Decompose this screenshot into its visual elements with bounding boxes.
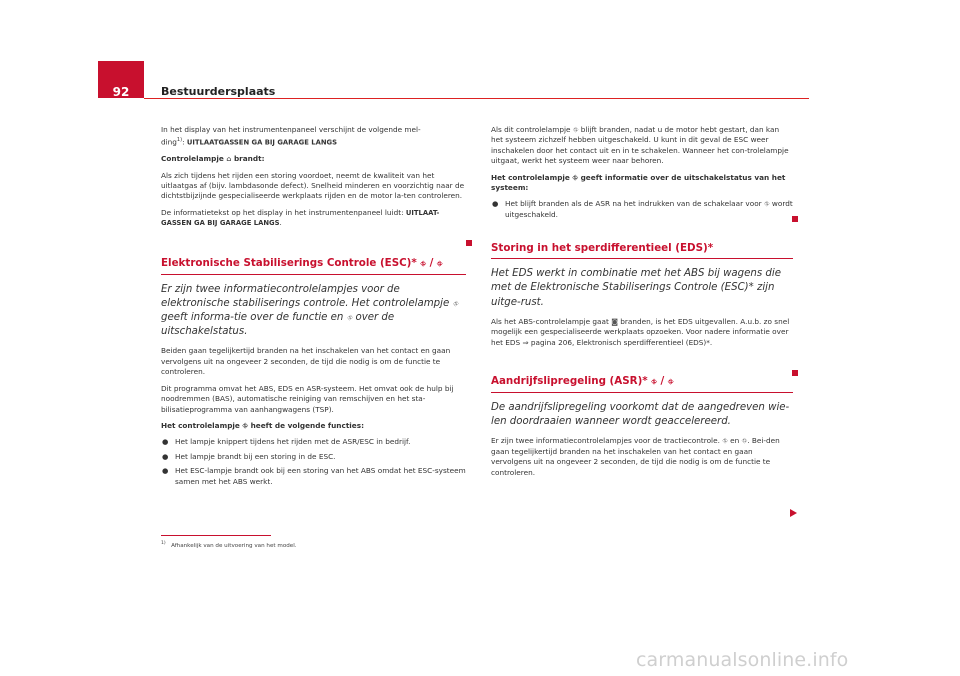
esc-off-lamp-icon: ⛗ <box>436 259 443 268</box>
asr-intro: De aandrijfslipregeling voorkomt dat de aangedreven wie-len doordraaien wanneer wordt geaccelereerd. <box>491 402 790 428</box>
bullet-icon: ● <box>162 466 169 476</box>
heading-asr: Aandrijfslipregeling (ASR)* ⛗ / ⛗ <box>491 375 793 393</box>
list-item: ● Het blijft branden als de ASR na het indrukken van de schakelaar voor ⛗ wordt uitgeschakeld. <box>492 199 793 219</box>
esc-lamp-icon: ⛗ <box>651 378 657 387</box>
abs-lamp-icon: ◙ <box>611 317 618 326</box>
section-title: Bestuurdersplaats <box>161 85 276 98</box>
bullet-icon: ● <box>162 451 169 461</box>
footnote-ref: 1) <box>176 137 183 144</box>
end-mark <box>466 240 472 246</box>
esc-functions-heading: Het controlelampje ⛗ heeft de volgende functies: <box>161 420 365 430</box>
footnote-rule <box>161 535 271 536</box>
list-item: ● Het lampje brandt bij een storing in de ESC. <box>162 451 336 461</box>
esc-lamp-icon: ⛗ <box>452 299 459 308</box>
bullet-icon: ● <box>492 199 499 209</box>
esc-off-heading: Het controlelampje ⛗ geeft informatie over de uitschakelstatus van het systeem: <box>491 172 786 193</box>
esc-paragraph-1: Beiden gaan tegelijkertijd branden na het inschakelen van het contact en gaan vervolgens uit na ongeveer 2 seconden, de tijd die nodig is om de functie te controleren. <box>161 346 451 377</box>
bullet-icon: ● <box>162 437 169 447</box>
paragraph-esc-remains: Als dit controlelampje ⛗ blijft branden, nadat u de motor hebt gestart, dan kan het systeem zichzelf hebben uitgeschakeld. U kunt in dit geval de ESC weer inschakelen door het contact uit en in te schakelen. Wanneer het con-trolelampje uitgaat, werkt het systeem weer naar behoren. <box>491 125 789 166</box>
display-message: UITLAATGASSEN GA BIJ GARAGE LANGS <box>186 138 337 147</box>
esc-off-lamp-icon: ⛗ <box>346 314 353 323</box>
list-item: ● Het ESC-lampje brandt ook bij een storing van het ABS omdat het ESC-systeem samen met het ABS werkt. <box>162 466 466 486</box>
list-item: ● Het lampje knippert tijdens het rijden met de ASR/ESC in bedrijf. <box>162 437 411 447</box>
header-rule <box>144 98 809 99</box>
esc-lamp-icon: ⛗ <box>420 259 426 268</box>
esc-lamp-icon: ⛗ <box>722 437 728 446</box>
eds-intro: Het EDS werkt in combinatie met het ABS bij wagens die met de Elektronische Stabiliserings Controle (ESC)* zijn uitge-rust. <box>491 268 781 308</box>
footnote <box>161 541 297 549</box>
esc-off-lamp-icon: ⛗ <box>572 173 579 182</box>
end-mark <box>792 370 798 376</box>
page-number: 92 <box>112 85 130 99</box>
footnote-mark: 1) <box>161 541 166 546</box>
eds-paragraph: Als het ABS-controlelampje gaat ◙ branden, is het EDS uitgevallen. A.u.b. zo snel mogelijk een gespecialiseerde werkplaats opzoeken. Voor nadere informatie over het EDS ⇒ pagina 206, Elektronisch sperdifferentieel (EDS)*. <box>491 316 790 347</box>
asr-paragraph: Er zijn twee informatiecontrolelampjes voor de tractiecontrole. ⛗ en ⛗. Bei-den gaan tegelijkertijd branden na het inschakelen van het contact en gaan vervolgens uit na ongeveer 2 seconden, de tijd die nodig is om de functie te controleren. <box>491 436 780 477</box>
esc-intro: Er zijn twee informatiecontrolelampjes voor de elektronische stabiliserings controle. Het controlelampje ⛗ geeft informa-tie over de functie en ⛗ over de uitschakelstatus. <box>161 283 459 338</box>
page-number-tab <box>98 61 144 98</box>
esc-off-lamp-icon: ⛗ <box>764 200 770 209</box>
esc-lamp-icon: ⛗ <box>242 421 249 430</box>
heading-esc: Elektronische Stabiliserings Controle (ESC)* ⛗ / ⛗ <box>161 257 466 275</box>
esc-off-lamp-icon: ⛗ <box>667 378 674 387</box>
engine-warning-icon: ⌂ <box>226 155 232 164</box>
engine-lamp-heading: Controlelampje ⌂ brandt: <box>161 154 265 164</box>
end-mark <box>792 216 798 222</box>
paragraph-storing: Als zich tijdens het rijden een storing voordoet, neemt de kwaliteit van het uitlaatgas af (bijv. lambdasonde defect). Snelheid minderen en voorzichtig naar de dichtstbijzijnde gespecialiseerde werkplaats rijden en de motor la-ten controleren. <box>161 170 465 201</box>
esc-paragraph-2: Dit programma omvat het ABS, EDS en ASR-systeem. Het omvat ook de hulp bij noodremmen (BAS), automatische reiniging van remschijven en het sta-bilisatieprogramma van aanhangwagens (TSP). <box>161 383 454 414</box>
paragraph-infotext: De informatietekst op het display in het instrumentenpaneel luidt: UITLAAT-GASSEN GA BIJ GARAGE LANGS. <box>161 207 440 228</box>
footnote-text: Afhankelijk van de uitvoering van het model. <box>171 542 297 549</box>
continue-arrow-icon <box>790 509 797 517</box>
esc-lamp-icon: ⛗ <box>572 126 579 134</box>
heading-eds: Storing in het sperdifferentieel (EDS)* <box>491 242 793 259</box>
watermark: carmanualsonline.info <box>636 649 849 671</box>
paragraph-display-message: In het display van het instrumentenpaneel verschijnt de volgende mel- ding$^{1)}$: UITLAATGASSEN GA BIJ GARAGE LANGS <box>161 125 421 147</box>
left-column <box>161 125 466 491</box>
esc-off-lamp-icon: ⛗ <box>741 437 748 446</box>
display-message-2: UITLAAT-GASSEN GA BIJ GARAGE LANGS <box>161 208 440 228</box>
right-column <box>491 125 793 484</box>
